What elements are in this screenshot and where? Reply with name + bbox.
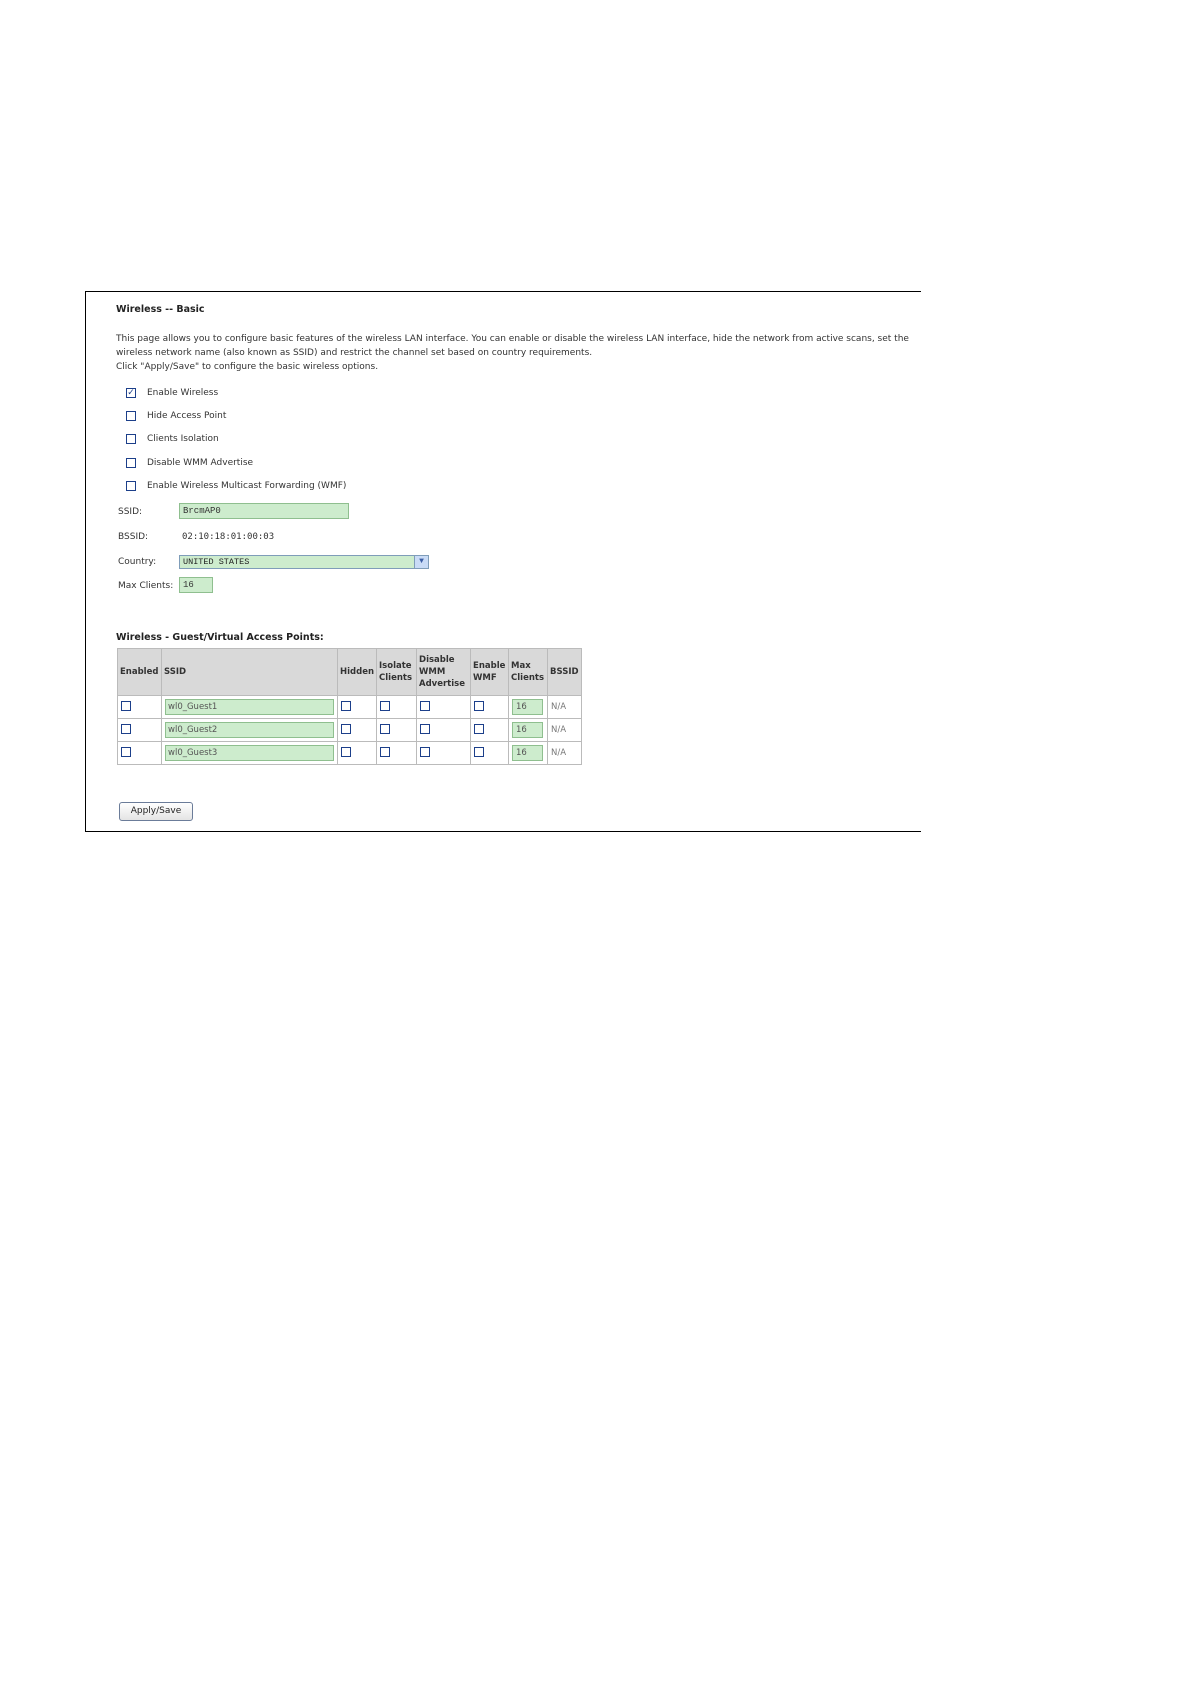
country-select[interactable] xyxy=(179,555,429,569)
clients-isolation-checkbox[interactable] xyxy=(126,434,136,444)
col-wmm-line: WMM xyxy=(419,667,446,677)
clients-isolation-label: Clients Isolation xyxy=(147,434,219,444)
cell-hidden xyxy=(338,742,377,765)
cell-ssid xyxy=(162,696,338,719)
col-isolate-line: Isolate xyxy=(379,661,412,671)
cell-hidden xyxy=(338,719,377,742)
guest-isolate-checkbox[interactable] xyxy=(380,747,390,757)
guest-wmm-checkbox[interactable] xyxy=(420,724,430,734)
col-wmm-line: Advertise xyxy=(419,679,465,689)
guest-ssid-input[interactable]: wl0_Guest3 xyxy=(165,745,334,761)
col-max-line: Max xyxy=(511,661,531,671)
guest-isolate-checkbox[interactable] xyxy=(380,701,390,711)
guest-max-clients-input[interactable]: 16 xyxy=(512,699,543,715)
guest-ssid-input[interactable]: wl0_Guest2 xyxy=(165,722,334,738)
guest-wmm-checkbox[interactable] xyxy=(420,747,430,757)
col-enabled: Enabled xyxy=(118,649,162,696)
guest-ssid-input[interactable]: wl0_Guest1 xyxy=(165,699,334,715)
col-isolate-clients xyxy=(377,649,417,696)
disable-wmm-advertise-checkbox[interactable] xyxy=(126,458,136,468)
col-wmm-line: Disable xyxy=(419,655,455,665)
col-hidden: Hidden xyxy=(338,649,377,696)
cell-hidden xyxy=(338,696,377,719)
cell-enabled xyxy=(118,742,162,765)
country-label: Country: xyxy=(118,557,157,567)
guest-enabled-checkbox[interactable] xyxy=(121,724,131,734)
cell-wmm xyxy=(417,719,471,742)
guest-wmf-checkbox[interactable] xyxy=(474,724,484,734)
enable-wireless-checkbox[interactable]: ✓ xyxy=(127,387,135,398)
ssid-label: SSID: xyxy=(118,507,143,517)
table-header-row xyxy=(118,649,582,696)
country-selected-value: UNITED STATES xyxy=(183,557,250,567)
col-isolate-line: Clients xyxy=(379,673,413,683)
col-wmf-line: Enable xyxy=(473,661,506,671)
col-ssid: SSID xyxy=(162,649,338,696)
cell-enabled xyxy=(118,696,162,719)
enable-wireless-label: Enable Wireless xyxy=(147,388,219,398)
enable-wmf-checkbox[interactable] xyxy=(126,481,136,491)
col-disable-wmm xyxy=(417,649,471,696)
cell-bssid: N/A xyxy=(548,696,582,719)
cell-wmf xyxy=(471,696,509,719)
guest-hidden-checkbox[interactable] xyxy=(341,701,351,711)
cell-enabled xyxy=(118,719,162,742)
guest-wmm-checkbox[interactable] xyxy=(420,701,430,711)
max-clients-label: Max Clients: xyxy=(118,581,174,591)
max-clients-input[interactable]: 16 xyxy=(179,577,213,593)
cell-ssid xyxy=(162,742,338,765)
col-wmf-line: WMF xyxy=(473,673,497,683)
ssid-input[interactable]: BrcmAP0 xyxy=(179,503,349,519)
bssid-value: 02:10:18:01:00:03 xyxy=(182,532,275,542)
enable-wmf-label: Enable Wireless Multicast Forwarding (WMF) xyxy=(147,481,347,491)
cell-wmm xyxy=(417,742,471,765)
guest-wmf-checkbox[interactable] xyxy=(474,747,484,757)
guest-ap-table xyxy=(117,648,582,765)
page-title: Wireless -- Basic xyxy=(116,304,205,315)
guest-wmf-checkbox[interactable] xyxy=(474,701,484,711)
table-row xyxy=(118,696,582,719)
cell-max xyxy=(509,696,548,719)
cell-wmm xyxy=(417,696,471,719)
description-line: Click "Apply/Save" to configure the basic wireless options. xyxy=(116,362,379,372)
cell-bssid: N/A xyxy=(548,719,582,742)
cell-isolate xyxy=(377,696,417,719)
col-max-clients xyxy=(509,649,548,696)
table-row xyxy=(118,742,582,765)
option-hide-access-point[interactable] xyxy=(126,409,226,423)
guest-max-clients-input[interactable]: 16 xyxy=(512,745,543,761)
wireless-basic-panel xyxy=(85,291,921,832)
guest-max-clients-input[interactable]: 16 xyxy=(512,722,543,738)
option-enable-wireless[interactable] xyxy=(126,386,218,400)
bssid-label: BSSID: xyxy=(118,532,149,542)
option-clients-isolation[interactable] xyxy=(126,432,219,446)
cell-max xyxy=(509,742,548,765)
guest-enabled-checkbox[interactable] xyxy=(121,747,131,757)
cell-max xyxy=(509,719,548,742)
col-enable-wmf xyxy=(471,649,509,696)
guest-enabled-checkbox[interactable] xyxy=(121,701,131,711)
description-line: This page allows you to configure basic features of the wireless LAN interface. You can enable or disable the wireless LAN interface, hide the network from active scans, set the xyxy=(116,334,909,344)
cell-ssid xyxy=(162,719,338,742)
chevron-down-icon[interactable]: ▼ xyxy=(414,556,428,568)
cell-wmf xyxy=(471,719,509,742)
guest-hidden-checkbox[interactable] xyxy=(341,724,351,734)
guest-ap-title: Wireless - Guest/Virtual Access Points: xyxy=(116,632,324,643)
option-enable-wmf[interactable] xyxy=(126,479,346,493)
col-max-line: Clients xyxy=(511,673,545,683)
col-bssid: BSSID xyxy=(548,649,582,696)
hide-access-point-checkbox[interactable] xyxy=(126,411,136,421)
description-line: wireless network name (also known as SSID) and restrict the channel set based on country requirements. xyxy=(116,348,593,358)
option-disable-wmm-advertise[interactable] xyxy=(126,456,253,470)
cell-wmf xyxy=(471,742,509,765)
hide-access-point-label: Hide Access Point xyxy=(147,411,227,421)
table-row xyxy=(118,719,582,742)
page-description xyxy=(116,332,916,374)
cell-isolate xyxy=(377,719,417,742)
cell-bssid: N/A xyxy=(548,742,582,765)
guest-isolate-checkbox[interactable] xyxy=(380,724,390,734)
apply-save-button[interactable]: Apply/Save xyxy=(119,802,193,821)
guest-hidden-checkbox[interactable] xyxy=(341,747,351,757)
cell-isolate xyxy=(377,742,417,765)
disable-wmm-advertise-label: Disable WMM Advertise xyxy=(147,458,254,468)
